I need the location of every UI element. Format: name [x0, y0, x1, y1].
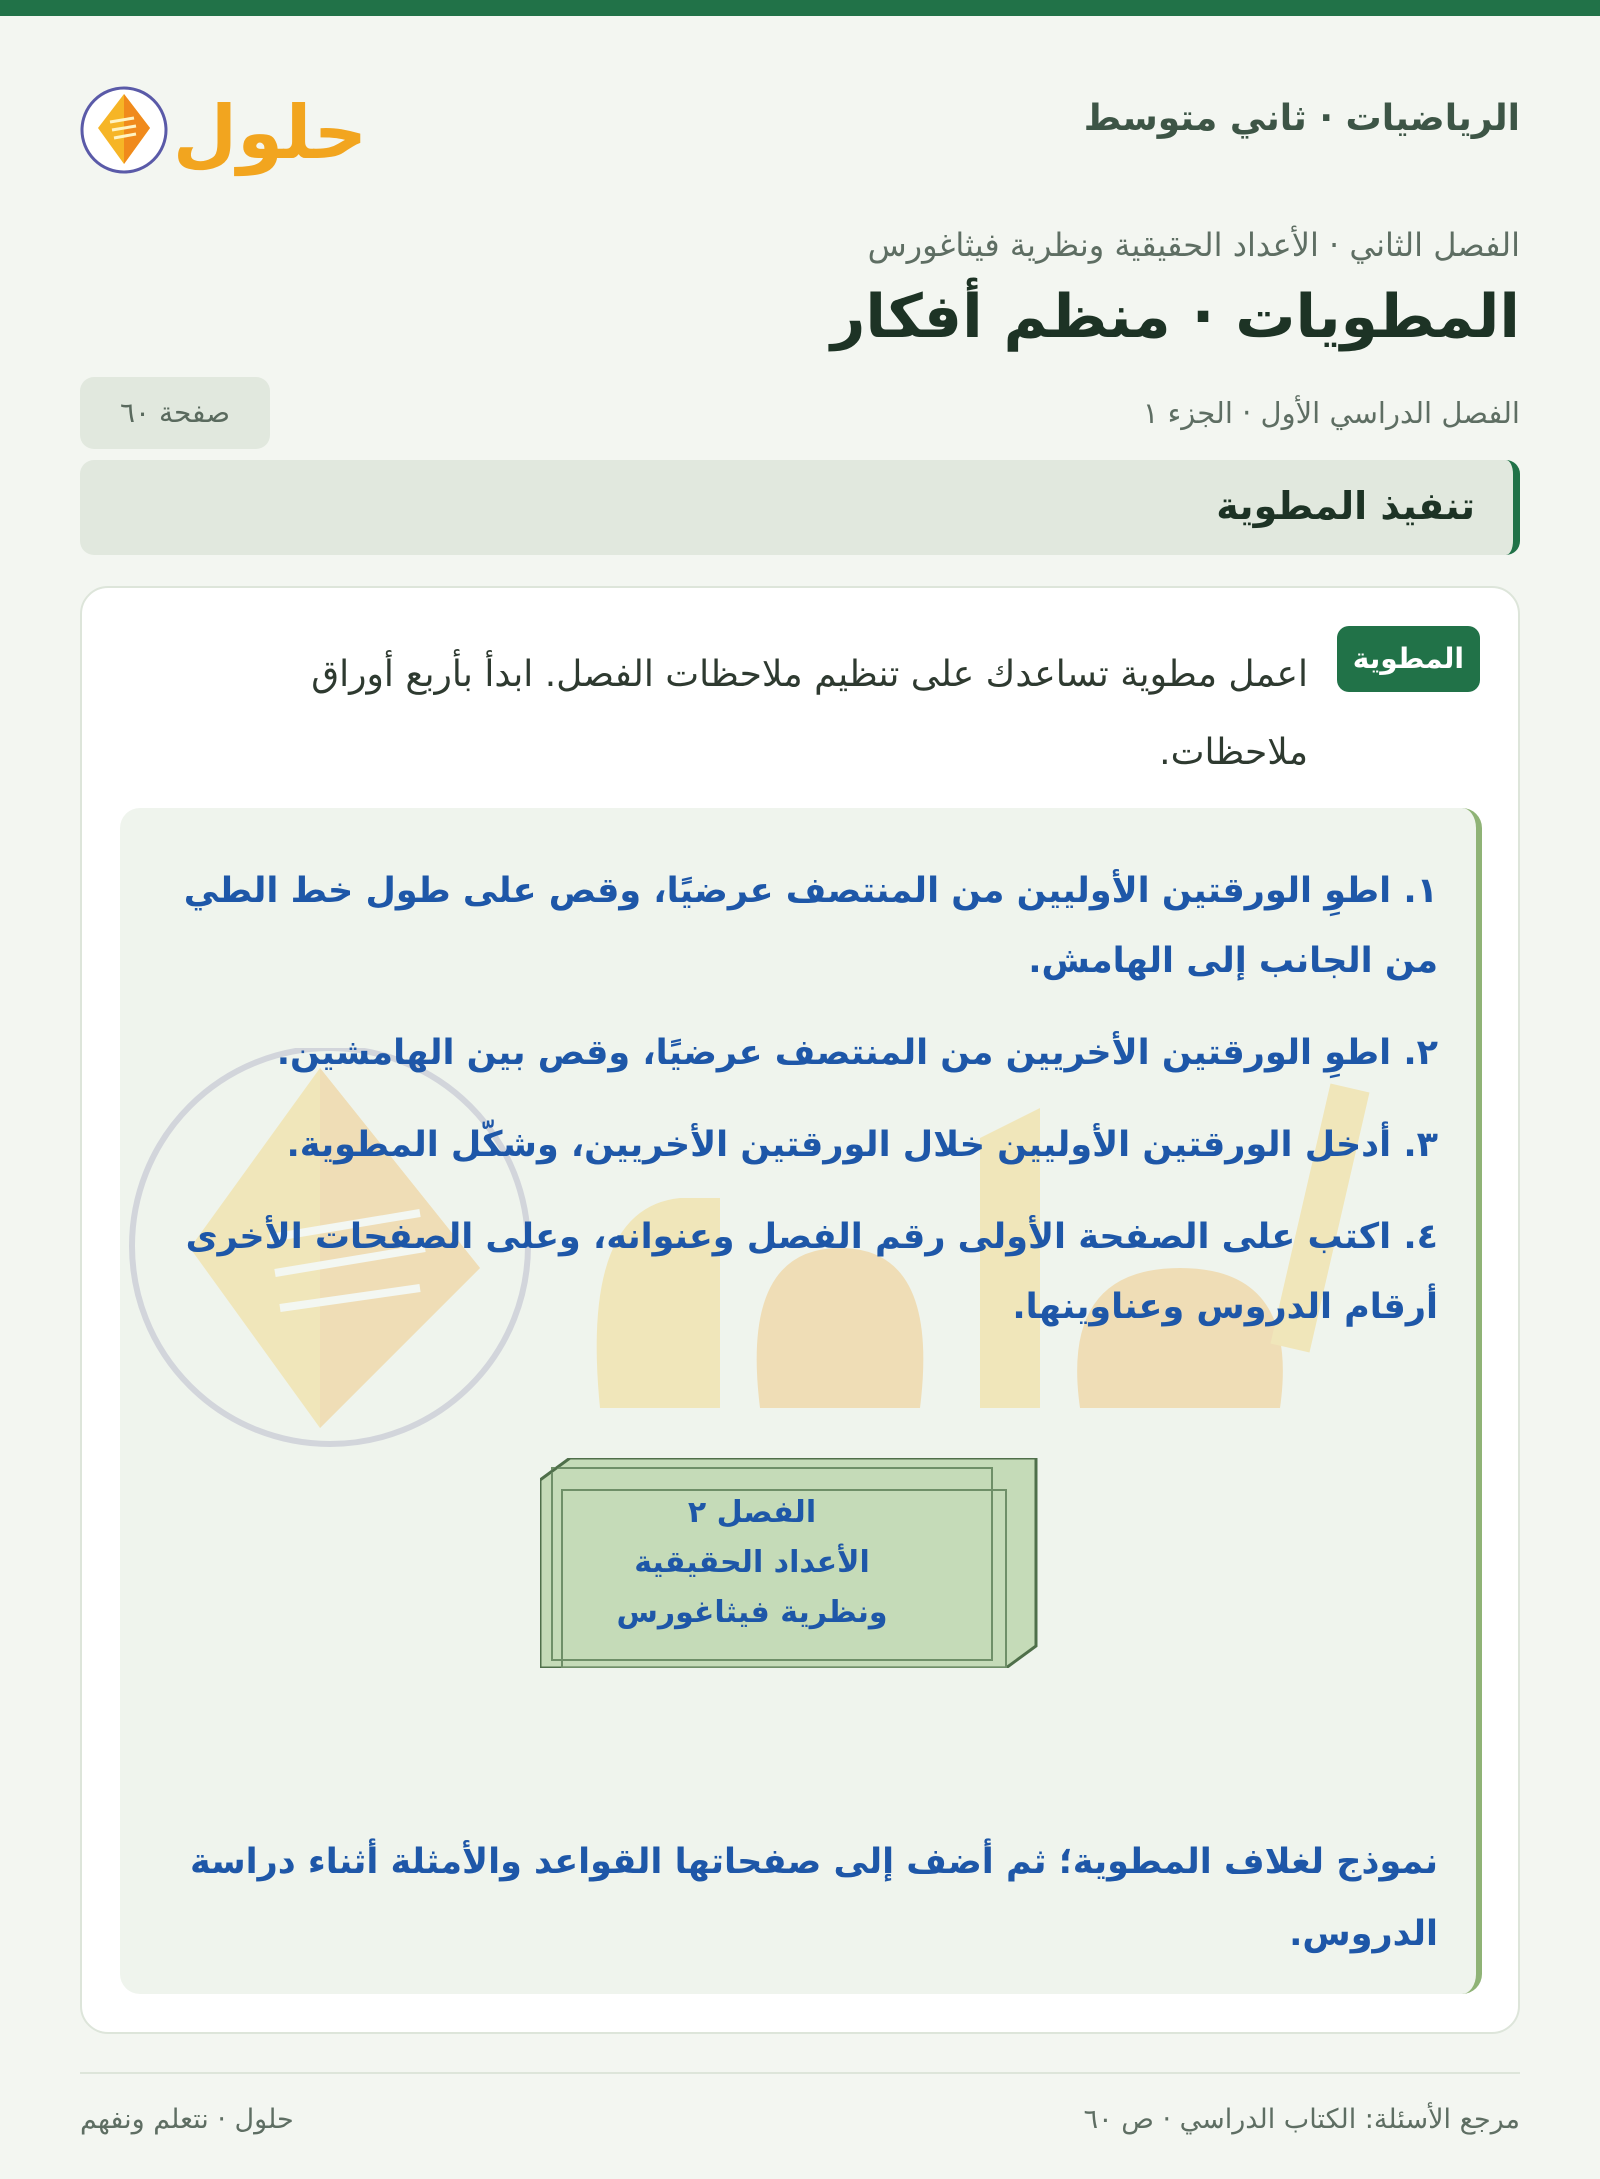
- foldable-line-title: الأعداد الحقيقية: [634, 1545, 870, 1580]
- book-diamond-logo-icon: [80, 62, 380, 182]
- footer-divider: [80, 2072, 1520, 2074]
- chapter-subtitle: الفصل الثاني · الأعداد الحقيقية ونظرية فيثاغورس: [867, 226, 1520, 264]
- top-accent-bar: [0, 0, 1600, 16]
- section-title: تنفيذ المطوية: [1216, 484, 1475, 528]
- svg-text:حلول: حلول: [172, 90, 368, 176]
- step-item: ٣. أدخل الورقتين الأوليين خلال الورقتين الأخريين، وشكّل المطوية.: [286, 1125, 1438, 1165]
- halool-logo[interactable]: [80, 62, 380, 182]
- foldable-card: [80, 586, 1520, 2034]
- foldable-line-subtitle: ونظرية فيثاغورس: [616, 1595, 888, 1630]
- foldable-cover-text: [552, 1488, 952, 1638]
- foldable-line-chapter: الفصل ٢: [687, 1495, 817, 1530]
- page-number-badge: صفحة ٦٠: [80, 377, 270, 449]
- foldable-note: نموذج لغلاف المطوية؛ ثم أضف إلى صفحاتها القواعد والأمثلة أثناء دراسة الدروس.: [189, 1842, 1438, 1954]
- instructions-box: [120, 808, 1482, 1994]
- intro-paragraph: اعمل مطوية تساعدك على تنظيم ملاحظات الفصل. ابدأ بأربع أوراق ملاحظات.: [311, 654, 1308, 773]
- foldable-tag-badge: المطوية: [1337, 626, 1480, 692]
- steps-list: [158, 856, 1438, 1364]
- semester-label: الفصل الدراسي الأول · الجزء ١: [1142, 396, 1520, 430]
- subject-label: الرياضيات · ثاني متوسط: [1083, 98, 1520, 139]
- step-item: ٤. اكتب على الصفحة الأولى رقم الفصل وعنوانه، وعلى الصفحات الأخرى أرقام الدروس وعناوينها.: [185, 1217, 1438, 1327]
- footer-reference: مرجع الأسئلة: الكتاب الدراسي · ص ٦٠: [1083, 2104, 1520, 2135]
- step-item: ١. اطوِ الورقتين الأوليين من المنتصف عرضيًا، وقص على طول خط الطي من الجانب إلى الهامش.: [183, 871, 1438, 981]
- page-header: [80, 62, 1520, 182]
- section-header: [80, 460, 1520, 555]
- footer-brand: حلول · نتعلم ونفهم: [80, 2104, 294, 2135]
- page-title: المطويات · منظم أفكار: [830, 282, 1520, 352]
- step-item: ٢. اطوِ الورقتين الأخريين من المنتصف عرضيًا، وقص بين الهامشين.: [276, 1033, 1438, 1073]
